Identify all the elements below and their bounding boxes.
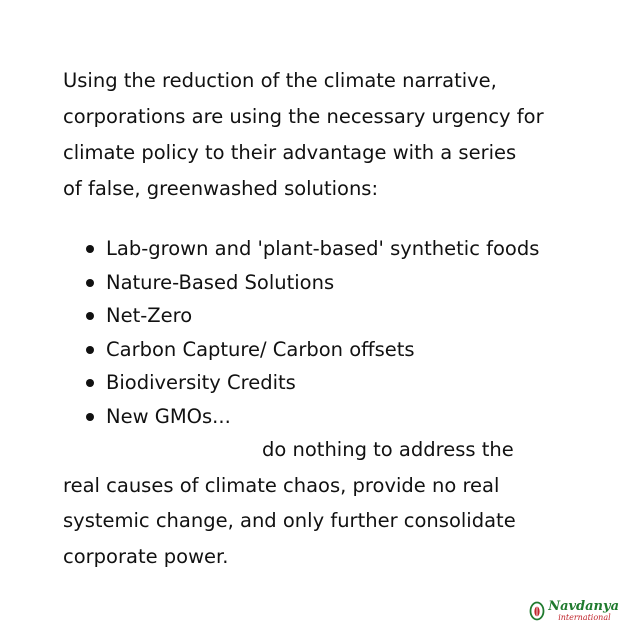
solutions-list: [82, 232, 539, 433]
outro-line: corporate power.: [63, 544, 229, 568]
outro-line: real causes of climate chaos, provide no real: [63, 473, 500, 497]
outro-line: systemic change, and only further consolidate: [63, 509, 516, 532]
intro-paragraph: [63, 63, 603, 207]
logo-subtitle: international: [558, 613, 611, 622]
navdanya-logo: [529, 600, 619, 622]
navdanya-seed-icon: [529, 601, 545, 621]
list-item: Net-Zero: [82, 299, 539, 333]
intro-line: climate policy to their advantage with a series: [63, 141, 517, 164]
outro-line: do nothing to address the: [262, 438, 514, 461]
intro-line: Using the reduction of the climate narrative,: [63, 69, 497, 92]
list-item: Lab-grown and 'plant-based' synthetic foods: [82, 232, 539, 266]
intro-line: of false, greenwashed solutions:: [63, 177, 379, 200]
logo-name: Navdanya: [548, 599, 619, 614]
list-item: Biodiversity Credits: [82, 366, 539, 400]
list-item: Carbon Capture/ Carbon offsets: [82, 333, 539, 367]
list-item: Nature-Based Solutions: [82, 266, 539, 300]
outro-paragraph: [63, 432, 623, 574]
intro-line: corporations are using the necessary urgency for: [63, 105, 544, 128]
list-item: New GMOs...: [82, 400, 539, 434]
